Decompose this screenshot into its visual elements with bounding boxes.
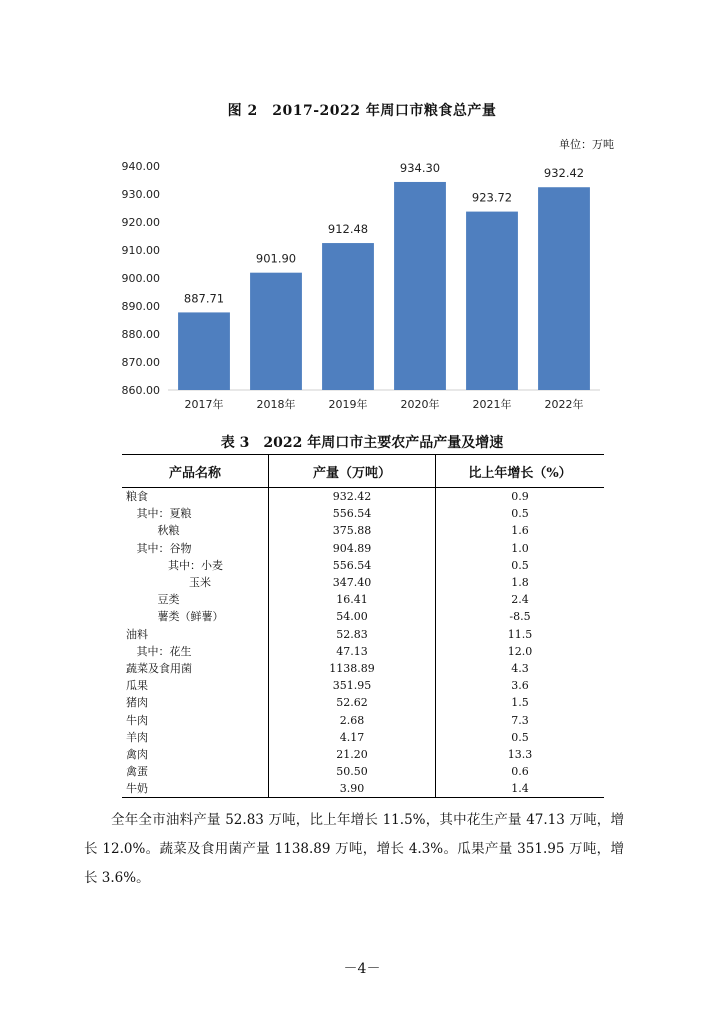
cell-growth: 1.6: [436, 522, 605, 539]
y-tick-label: 880.00: [121, 328, 160, 341]
bar-value-label: 901.90: [255, 251, 297, 266]
agri-products-table: [122, 454, 604, 798]
cell-output: 2.68: [269, 711, 436, 728]
cell-output: 932.42: [269, 488, 436, 506]
table-row: [122, 488, 604, 506]
cell-growth: 1.0: [436, 540, 605, 557]
table-row: [122, 574, 604, 591]
y-tick-label: 930.00: [121, 188, 160, 201]
table-row: [122, 522, 604, 539]
cell-output: 21.20: [269, 746, 436, 763]
cell-output: 904.89: [269, 540, 436, 557]
page-number: －4－: [343, 961, 381, 977]
bar-value-label: 934.30: [399, 160, 441, 175]
x-tick-label: 2020年: [400, 398, 440, 411]
cell-product-name: 豆类: [126, 593, 180, 607]
table-title: 表 3 2022 年周口市主要农产品产量及增速: [220, 435, 504, 451]
cell-growth: 13.3: [436, 746, 605, 763]
table-row: [122, 677, 604, 694]
table-row: [122, 643, 604, 660]
cell-output: 54.00: [269, 608, 436, 625]
y-tick-label: 890.00: [121, 300, 160, 313]
cell-output: 375.88: [269, 522, 436, 539]
cell-growth: 4.3: [436, 660, 605, 677]
header-output: 产量（万吨）: [269, 455, 436, 488]
unit-label: 单位：万吨: [559, 138, 614, 151]
y-tick-label: 940.00: [121, 160, 160, 173]
cell-product-name: 油料: [126, 627, 148, 641]
cell-growth: 11.5: [436, 626, 605, 643]
table-row: [122, 729, 604, 746]
cell-output: 3.90: [269, 780, 436, 798]
table-header-row: [122, 455, 604, 488]
cell-output: 556.54: [269, 557, 436, 574]
cell-product-name: 薯类（鲜薯）: [126, 610, 224, 624]
y-tick-label: 870.00: [121, 356, 160, 369]
table-row: [122, 557, 604, 574]
bar-value-label: 887.71: [183, 291, 225, 306]
cell-output: 347.40: [269, 574, 436, 591]
cell-growth: 0.6: [436, 763, 605, 780]
cell-growth: 2.4: [436, 591, 605, 608]
cell-product-name: 其中：谷物: [126, 541, 192, 555]
x-tick-label: 2021年: [472, 398, 512, 411]
cell-product-name: 牛肉: [126, 713, 148, 727]
cell-product-name: 蔬菜及食用菌: [126, 661, 192, 675]
cell-growth: 3.6: [436, 677, 605, 694]
y-tick-label: 910.00: [121, 244, 160, 257]
x-tick-label: 2018年: [256, 398, 296, 411]
table-row: [122, 591, 604, 608]
x-tick-label: 2017年: [184, 398, 224, 411]
cell-product-name: 禽肉: [126, 747, 148, 761]
table-row: [122, 660, 604, 677]
cell-growth: 1.8: [436, 574, 605, 591]
summary-paragraph: [84, 806, 624, 893]
cell-growth: 1.5: [436, 694, 605, 711]
bar-value-label: 923.72: [471, 190, 513, 205]
cell-product-name: 牛奶: [122, 780, 269, 798]
bar-2021年: [466, 212, 518, 390]
cell-growth: 12.0: [436, 643, 605, 660]
cell-product-name: 其中：夏粮: [126, 507, 192, 521]
cell-output: 52.83: [269, 626, 436, 643]
table-row: [122, 780, 604, 798]
cell-growth: 1.4: [436, 780, 605, 798]
grain-output-bar-chart: [100, 150, 610, 420]
y-tick-label: 920.00: [121, 216, 160, 229]
cell-product-name: 禽蛋: [126, 765, 148, 779]
cell-output: 52.62: [269, 694, 436, 711]
cell-output: 50.50: [269, 763, 436, 780]
cell-output: 47.13: [269, 643, 436, 660]
cell-product-name: 玉米: [126, 576, 211, 590]
table-row: [122, 694, 604, 711]
y-tick-label: 900.00: [121, 272, 160, 285]
bar-value-label: 912.48: [327, 222, 369, 237]
cell-growth: 0.5: [436, 557, 605, 574]
cell-product-name: 其中：小麦: [126, 558, 223, 572]
cell-product-name: 秋粮: [126, 524, 180, 538]
bar-2018年: [250, 273, 302, 390]
cell-growth: -8.5: [436, 608, 605, 625]
cell-product-name: 羊肉: [126, 730, 148, 744]
cell-product-name: 粮食: [126, 490, 148, 504]
cell-growth: 7.3: [436, 711, 605, 728]
cell-growth: 0.9: [436, 488, 605, 506]
bar-2020年: [394, 182, 446, 390]
cell-growth: 0.5: [436, 729, 605, 746]
header-growth: 比上年增长（%）: [436, 455, 605, 488]
cell-output: 4.17: [269, 729, 436, 746]
x-tick-label: 2022年: [544, 398, 584, 411]
table-row: [122, 746, 604, 763]
table-row: [122, 626, 604, 643]
cell-product-name: 猪肉: [126, 696, 148, 710]
cell-output: 556.54: [269, 505, 436, 522]
table-row: [122, 763, 604, 780]
bar-2017年: [178, 312, 230, 390]
cell-growth: 0.5: [436, 505, 605, 522]
x-tick-label: 2019年: [328, 398, 368, 411]
cell-product-name: 其中：花生: [126, 644, 192, 658]
table-row: [122, 608, 604, 625]
table-row: [122, 540, 604, 557]
bar-2019年: [322, 243, 374, 390]
bar-value-label: 932.42: [543, 166, 585, 181]
table-row: [122, 711, 604, 728]
bar-2022年: [538, 187, 590, 390]
cell-output: 16.41: [269, 591, 436, 608]
paragraph-text: 全年全市油料产量 52.83 万吨，比上年增长 11.5%，其中花生产量 47.13 万吨，增长 12.0%。蔬菜及食用菌产量 1138.89 万吨，增长 4.3%。瓜果产量 351.95 万吨，增长 3.6%。: [84, 812, 624, 886]
header-product-name: 产品名称: [122, 455, 269, 488]
table-row: [122, 505, 604, 522]
y-tick-label: 860.00: [121, 384, 160, 397]
cell-product-name: 瓜果: [126, 679, 148, 693]
cell-output: 351.95: [269, 677, 436, 694]
figure-title: 图 2 2017-2022 年周口市粮食总产量: [227, 103, 497, 119]
cell-output: 1138.89: [269, 660, 436, 677]
